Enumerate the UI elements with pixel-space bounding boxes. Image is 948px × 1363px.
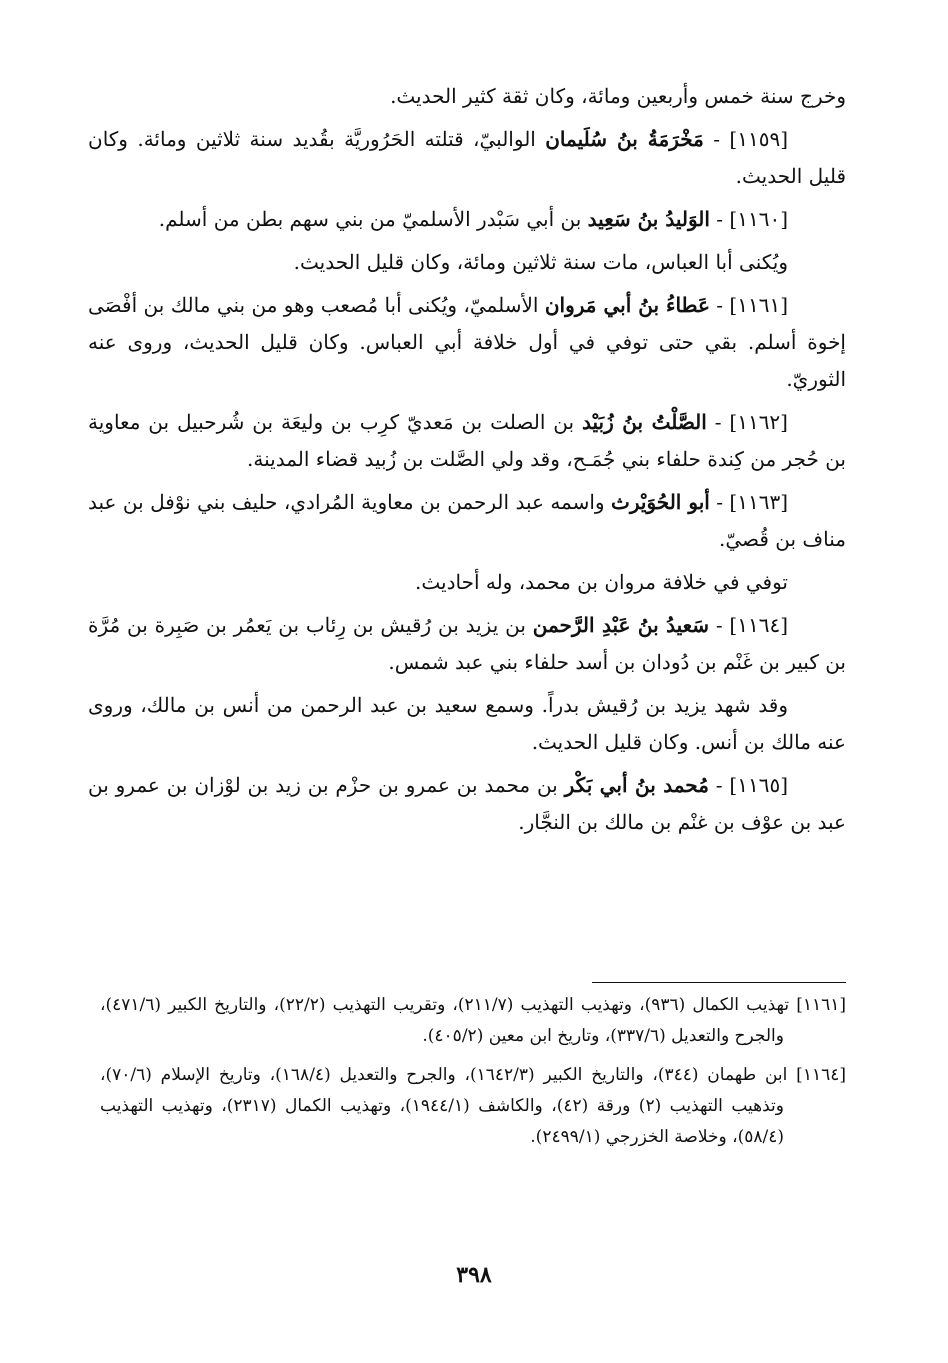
- footnote-number: [١١٦١]: [789, 995, 846, 1015]
- entry-text: وقد شهد يزيد بن رُقيش بدراً. وسمع سعيد بن عبد الرحمن من أنس بن مالك، وروى عنه مالك بن أنس. وكان قليل الحديث.: [88, 693, 846, 754]
- paragraph-8: [88, 564, 846, 601]
- entry-number: [١١٦٥] -: [708, 773, 788, 797]
- entry-number: [١١٥٩] -: [703, 127, 788, 151]
- entry-number: [١١٦٢] -: [706, 410, 788, 434]
- entry-text: بن محمد بن عمرو بن حزْم بن زيد بن لوْزان بن عمرو بن عبد بن عوْف بن غنْم بن مالك بن النجَّار.: [88, 773, 846, 834]
- entry-number: [١١٦١] -: [709, 293, 789, 317]
- page-number: ٣٩٨: [456, 1262, 492, 1288]
- footnote-divider: [592, 982, 846, 983]
- paragraph-11: [88, 767, 846, 841]
- paragraph-10: [88, 687, 846, 761]
- entry-text: بن أبي سَبْدر الأسلميّ من بني سهم بطن من أسلم.: [158, 207, 588, 231]
- footnote-text: ابن طهمان (٣٤٤)، والتاريخ الكبير (١٦٤٢/٣)، والجرح والتعديل (١٦٨/٤)، وتاريخ الإسلام (٧٠/٦)، وتذهيب التهذيب (٢) ورقة (٤٢)، والكاشف (١٩٤٤/١)، وتهذيب الكمال (٢٣١٧)، وتهذيب التهذيب (٥٨/٤)، وخلاصة الخزرجي (٢٤٩٩/١).: [100, 1065, 788, 1147]
- footnote-text: تهذيب الكمال (٩٣٦)، وتهذيب التهذيب (٢١١/٧)، وتقريب التهذيب (٢٢/٢)، والتاريخ الكبير (٤٧١/٦)، والجرح والتعديل (٣٣٧/٦)، وتاريخ ابن معين (٤٠٥/٢).: [100, 995, 790, 1046]
- footnotes: [100, 990, 846, 1161]
- footnote-1: [100, 990, 846, 1052]
- paragraph-1: [88, 78, 846, 115]
- entry-number: [١١٦٠] -: [709, 207, 788, 231]
- main-text: [88, 78, 846, 847]
- paragraph-9: [88, 607, 846, 681]
- entry-name: الوَليدُ بنُ سَعِيد: [587, 207, 710, 231]
- entry-name: مَخْرَمَةُ بنُ سُلَيمان: [545, 127, 704, 151]
- entry-text: ويُكنى أبا العباس، مات سنة ثلاثين ومائة، وكان قليل الحديث.: [293, 250, 788, 274]
- footnote-number: [١١٦٤]: [787, 1065, 846, 1085]
- paragraph-2: [88, 121, 846, 195]
- entry-text: الأسلميّ، ويُكنى أبا مُصعب وهو من بني مالك بن أفْصَى إخوة أسلم. بقي حتى توفي في أول خلافة أبي العباس. وكان قليل الحديث، وروى عنه الثوريّ.: [88, 293, 846, 391]
- entry-number: [١١٦٤] -: [709, 613, 789, 637]
- entry-text: الوالبيّ، قتلته الحَرُوريَّة بقُديد سنة ثلاثين ومائة. وكان قليل الحديث.: [88, 127, 846, 188]
- entry-text: بن الصلت بن مَعديّ كرِب بن وليعَة بن شُرحبيل بن معاوية بن حُجر من كِندة حلفاء بني جُمَـح، وقد ولي الصَّلت بن زُبيد قضاء المدينة.: [88, 410, 846, 471]
- paragraph-6: [88, 404, 846, 478]
- entry-name: عَطاءُ بنُ أبي مَروان: [544, 293, 710, 317]
- entry-text: بن يزيد بن رُقيش بن رِئاب بن يَعمُر بن صَبِرة بن مُرَّة بن كبير بن غَنْم بن دُودان بن أسد حلفاء بني عبد شمس.: [88, 613, 846, 674]
- entry-text: وخرج سنة خمس وأربعين ومائة، وكان ثقة كثير الحديث.: [390, 84, 846, 108]
- entry-name: الصَّلْتُ بنُ زُبَيْد: [582, 410, 707, 434]
- entry-text: توفي في خلافة مروان بن محمد، وله أحاديث.: [415, 570, 788, 594]
- entry-name: مُحمد بنُ أبي بَكْر: [564, 773, 709, 797]
- entry-number: [١١٦٣] -: [709, 490, 789, 514]
- entry-text: واسمه عبد الرحمن بن معاوية المُرادي، حليف بني نوْفل بن عبد مناف بن قُصيّ.: [88, 490, 846, 551]
- paragraph-5: [88, 287, 846, 398]
- paragraph-4: [88, 244, 846, 281]
- footnote-2: [100, 1060, 846, 1153]
- entry-name: أبو الحُوَيْرث: [611, 490, 710, 514]
- paragraph-3: [88, 201, 846, 238]
- entry-name: سَعيدُ بنُ عَبْدِ الرَّحمن: [532, 613, 710, 637]
- paragraph-7: [88, 484, 846, 558]
